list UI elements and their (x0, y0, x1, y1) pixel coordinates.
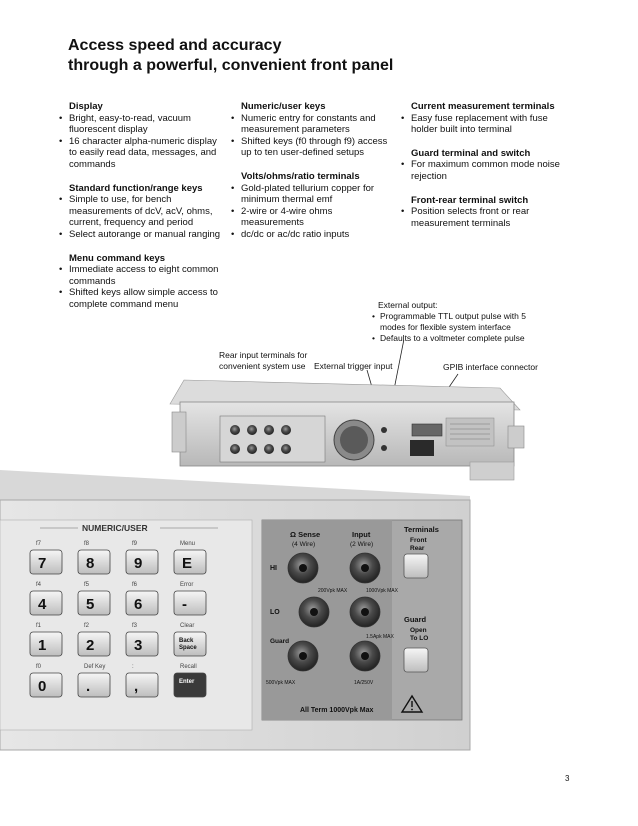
page-number: 3 (565, 774, 570, 783)
guard-heading: Guard terminal and switch (411, 147, 531, 159)
front-rear-heading: Front-rear terminal switch (411, 194, 529, 206)
guard-label: Guard (270, 638, 290, 645)
v1000-label: 1000Vpk MAX (366, 588, 398, 594)
column-numeric-terminals (228, 101, 393, 241)
vor-terminals-heading: Volts/ohms/ratio terminals (241, 170, 360, 182)
page-title-line2: through a powerful, convenient front panel (68, 57, 394, 74)
page-title (68, 36, 393, 76)
front-label: Front (410, 537, 427, 544)
guard-switch-label: Guard (404, 615, 427, 624)
key-shift-label: Def Key (84, 664, 106, 670)
keypad-key-label: 8 (86, 555, 95, 572)
keypad-key[interactable] (78, 673, 110, 697)
key-shift-label: f6 (132, 582, 138, 588)
key-shift-label: Clear (180, 623, 195, 629)
key-shift-label: f7 (36, 541, 42, 547)
guard-bullet-1: • For maximum common mode noise rejection (398, 159, 568, 182)
terminals-label: Terminals (404, 525, 439, 534)
keypad-key-label: Enter (179, 679, 195, 685)
all-term-label: All Term 1000Vpk Max (300, 707, 374, 714)
lo-label: LO (270, 609, 280, 616)
external-output-bullet-1: • Programmable TTL output pulse with 5 modes for flexible system interface (372, 311, 542, 333)
rear-view-instrument (170, 380, 524, 480)
external-output-heading: External output: (378, 300, 438, 310)
to-lo-label: To LO (410, 635, 429, 642)
standard-keys-heading: Standard function/range keys (69, 182, 203, 194)
standard-keys-bullet-1: • Simple to use, for bench measurements of dcV, acV, ohms, current, frequency and period (56, 194, 226, 229)
external-output-bullet-2: • Defaults to a voltmeter complete pulse (372, 333, 542, 344)
rear-label: Rear (410, 545, 425, 552)
key-shift-label: f0 (36, 664, 42, 670)
numeric-keys-bullet-2: • Shifted keys (f0 through f9) access up to ten user-defined setups (228, 136, 393, 159)
numeric-keys-heading: Numeric/user keys (241, 101, 326, 112)
sense-sub: (4 Wire) (292, 541, 316, 548)
keypad-key[interactable] (174, 632, 206, 656)
display-bullet-2: • 16 character alpha-numeric display to easily read data, messages, and commands (56, 136, 226, 171)
vor-terminals-bullet-1: • Gold-plated tellurium copper for minimum thermal emf (228, 183, 393, 206)
keypad-key[interactable] (174, 673, 206, 697)
key-shift-label: f9 (132, 541, 138, 547)
v200-label: 200Vpk MAX (318, 588, 348, 594)
guard-switch[interactable] (404, 648, 428, 672)
current-terminals-heading: Current measurement terminals (411, 101, 555, 112)
keypad-key-label: Back Space (179, 638, 197, 651)
menu-keys-bullet-1: • Immediate access to eight common commands (56, 264, 226, 287)
keypad-title: NUMERIC/USER (82, 523, 148, 533)
v500-label: 500Vpk MAX (266, 680, 296, 686)
key-shift-label: f1 (36, 623, 42, 629)
key-shift-label: f8 (84, 541, 90, 547)
trigger-callout: External trigger input (314, 361, 393, 371)
vor-terminals-bullet-3: • dc/dc or ac/dc ratio inputs (228, 229, 393, 241)
standard-keys-bullet-2: • Select autorange or manual ranging (56, 229, 226, 241)
keypad-key[interactable] (174, 591, 206, 615)
vor-terminals-bullet-2: • 2-wire or 4-wire ohms measurements (228, 206, 393, 229)
input-label: Input (352, 530, 371, 539)
key-shift-label: : (132, 664, 134, 670)
menu-keys-heading: Menu command keys (69, 252, 166, 264)
keypad-key-label: 2 (86, 637, 95, 654)
keypad-key-label: E (182, 555, 193, 572)
front-panel (0, 470, 470, 750)
rear-input-callout: Rear input terminals for convenient system use (219, 350, 308, 371)
fuse-label: 1A/250V (354, 680, 374, 686)
open-label: Open (410, 627, 427, 634)
keypad-key[interactable] (126, 673, 158, 697)
keypad-key-label: - (182, 596, 187, 613)
terminals-switch[interactable] (404, 554, 428, 578)
key-shift-label: f2 (84, 623, 90, 629)
keypad-key-label: 5 (86, 596, 95, 613)
key-shift-label: Error (180, 582, 194, 588)
numeric-keys-bullet-1: • Numeric entry for constants and measurement parameters (228, 113, 393, 136)
keypad-key-label: 6 (134, 596, 143, 613)
keypad-key-label: 4 (38, 596, 47, 613)
current-terminals-bullet-1: • Easy fuse replacement with fuse holder built into terminal (398, 113, 568, 136)
keypad-key-label: 1 (38, 637, 47, 654)
display-bullet-1: • Bright, easy-to-read, vacuum fluorescent display (56, 113, 226, 136)
display-heading: Display (69, 101, 103, 112)
page-title-line1: Access speed and accuracy (68, 37, 282, 54)
keypad-key-label: , (134, 678, 139, 695)
hi-label: HI (270, 565, 277, 572)
menu-keys-bullet-2: • Shifted keys allow simple access to complete command menu (56, 287, 226, 310)
column-display-keys (56, 101, 226, 311)
instrument-photo (0, 340, 638, 760)
keypad-key-label: 3 (134, 637, 143, 654)
keypad-key-label: 0 (38, 678, 47, 695)
sense-label: Ω Sense (290, 530, 321, 539)
input-sub: (2 Wire) (350, 541, 374, 548)
column-current-guard (398, 101, 568, 229)
key-shift-label: f5 (84, 582, 90, 588)
amax-label: 1.5Apk MAX (366, 634, 394, 640)
external-output-callout (372, 300, 542, 344)
keypad-key-label: 9 (134, 555, 143, 572)
key-shift-label: Menu (180, 541, 196, 547)
keypad-key-label: . (86, 678, 91, 695)
key-shift-label: f4 (36, 582, 42, 588)
front-rear-bullet-1: • Position selects front or rear measurement terminals (398, 206, 568, 229)
keypad-key-label: 7 (38, 555, 47, 572)
key-shift-label: Recall (180, 664, 197, 670)
key-shift-label: f3 (132, 623, 138, 629)
gpib-callout: GPIB interface connector (443, 362, 538, 372)
